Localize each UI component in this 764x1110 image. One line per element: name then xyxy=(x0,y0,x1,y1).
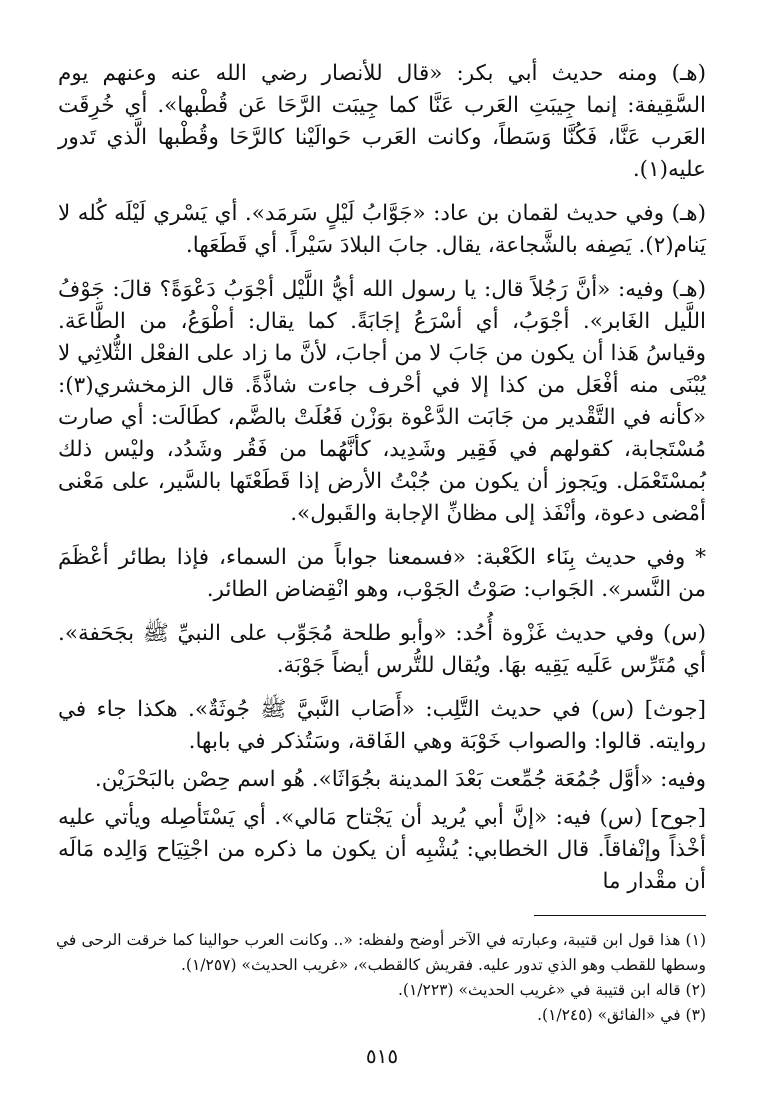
paragraph-uhud: (س) وفي حديث غَزْوة أُحُد: «وأبو طلحة مُجَوِّب على النبيِّ ﷺ بجَحَفة». أي مُتَرِّس عَلَيه يَقِيه بهَا. ويُقال للتُّرس أيضاً جَوْبَة. xyxy=(58,621,706,678)
footnote-2: (٢) قاله ابن قتيبة في «غريب الحديث» (١/٢٢٣). xyxy=(397,981,706,999)
footnote-3: (٣) في «الفائق» (١/٢٤٥). xyxy=(537,1006,706,1024)
paragraph-jibat: (هـ) ومنه حديث أبي بكر: «قال للأنصار رضي الله عنه وعنهم يوم السَّقِيفة: إنما جِيبَتِ العَرب عَنَّا كما جِيبَت الرَّحَا عَن قُطْبها». أي خُرِقَت العَرب عَنَّا، فَكُنَّا وَسَطاً، وكانت العَرب حَوالَيْنا كالرَّحَا وقُطْبها الَّذي تَدور عليه(١). xyxy=(58,61,706,182)
paragraph-kaaba: * وفي حديث بِنَاء الكَعْبة: «فسمعنا جواباً من السماء، فإذا بطائر أعْظَمَ من النَّسر». الجَواب: صَوْتُ الجَوْب، وهو انْقِضاض الطائر. xyxy=(58,545,706,602)
entry-jawh: [جوح] (س) فيه: «إنَّ أبي يُريد أن يَجْتاح مَالي». أي يَسْتَأصِله ويأتي عليه أخْذاً وإنْفاقاً. قال الخطابي: يُشْبِه أن يكون ما ذكره من اجْتِيَاح وَالِده مَالَه أن مقْدار ما xyxy=(58,805,706,894)
footnote-1: (١) هذا قول ابن قتيبة، وعبارته في الآخر أوضح ولفظه: «.. وكانت العرب حوالينا كما خرقت الرحى في وسطها للقطب وهو الذي تدور عليه. فقريش كالقطب»، «غريب الحديث» (١/٢٥٧). xyxy=(56,931,706,974)
main-text xyxy=(58,58,706,898)
paragraph-ajwab: (هـ) وفيه: «أنَّ رَجُلاً قال: يا رسول الله أيُّ اللَّيْل أجْوَبُ دَعْوَةً؟ قالَ: جَوْفُ اللَّيل الغَابر». أجْوَبُ، أي أسْرَعُ إجَابَةً. كما يقال: أطْوَعُ، من الطَّاعَة. وقياسُ هَذا أن يكون من جَابَ لا من أجابَ، لأنَّ ما زاد على الفعْل الثُّلاثِي لا يُبْنَى منه أفْعَل من كذا إلا في أحْرف جاءت شاذَّةً. قال الزمخشري(٣): «كأنه في التَّقْدير من جَابَت الدَّعْوة بوَزْن فَعُلَتْ بالضَّم، كطَالَت: أي صارت مُسْتَجابة، كقولهم في فَقِير وشَدِيد، كأنَّهُما من فَقُر وشَدُد، وليْس ذلك بُمسْتَعْمَل. ويَجوز أن يكون من جُبْتُ الأرض إذا قَطَعْتَها بالسَّير، على مَعْنى أمْضى دعوة، وأنْفَذ إلى مظانِّ الإجابة والقَبول». xyxy=(58,277,706,526)
footnotes xyxy=(56,928,706,1028)
paragraph-juwatha: وفيه: «أوَّل جُمُعَة جُمِّعت بَعْدَ المدينة بجُوَاثَا». هُو اسم حِصْن بالبَحْرَيْن. xyxy=(94,767,706,792)
page-number: ٥١٥ xyxy=(365,1044,399,1068)
paragraph-jawwab: (هـ) وفي حديث لقمان بن عاد: «جَوَّابُ لَيْلٍ سَرمَد». أي يَسْري لَيْلَه كُله لا يَنام(٢). يَصِفه بالشَّجاعة، يقال. جابَ البلادَ سَيْراً. أي قَطَعَها. xyxy=(58,201,706,258)
entry-jawth: [جوث] (س) في حديث التَّلِب: «أَصَاب النَّبيَّ ﷺ جُوثَةٌ». هكذا جاء في روايته. قالوا: والصواب خَوْبَة وهي الفَاقة، وسَتُذكر في بابها. xyxy=(58,697,706,754)
footnote-divider xyxy=(534,915,706,916)
